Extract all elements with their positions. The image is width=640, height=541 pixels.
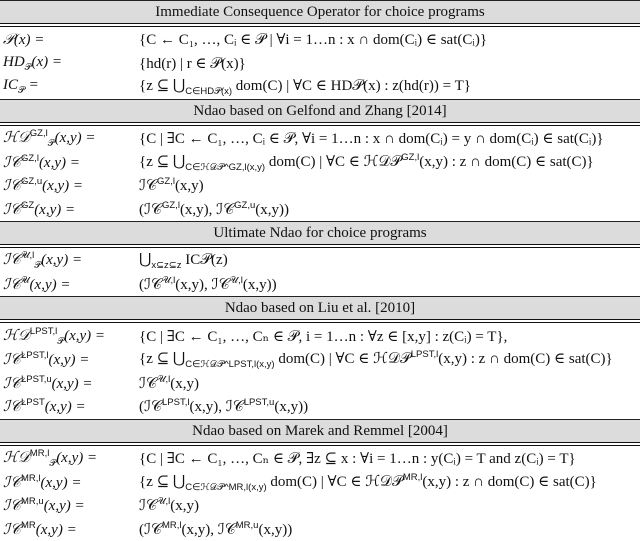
definition-row bbox=[0, 127, 640, 151]
definition-row bbox=[0, 447, 640, 471]
definition-rhs: {C | ∃C ← C₁, …, Cₙ ∈ 𝒫, i = 1…n : ∀z ∈ [x,y] : z(Cᵢ) = T}, bbox=[139, 327, 640, 346]
definition-row bbox=[0, 249, 640, 273]
operator-subscript: 𝒫 bbox=[25, 62, 32, 73]
operator-arguments: (x,y) = bbox=[36, 522, 77, 538]
definition-rhs: {hd(r) | r ∈ 𝒫(x)} bbox=[139, 54, 640, 73]
definition-lhs bbox=[0, 128, 139, 149]
operator-arguments: (x,y) = bbox=[48, 352, 89, 368]
operator-superscript: MR,l bbox=[21, 473, 41, 484]
section-header: Ultimate Ndao for choice programs bbox=[0, 221, 640, 244]
operator-arguments: (x,y) = bbox=[34, 202, 75, 218]
operator-arguments: (x,y) = bbox=[39, 155, 80, 171]
definition-lhs bbox=[0, 448, 139, 469]
operator-symbol: HD bbox=[3, 54, 25, 70]
definition-lhs bbox=[0, 473, 139, 492]
definition-row bbox=[0, 324, 640, 348]
operator-arguments: (x,y) = bbox=[64, 328, 105, 344]
definition-row bbox=[0, 348, 640, 372]
definition-lhs bbox=[0, 275, 139, 294]
definition-rhs: (ℐ𝒞$^{𝒰,l}$(x,y), ℐ𝒞$^{𝒰,l}$(x,y)) bbox=[139, 275, 640, 294]
operator-superscript: LPST,l bbox=[30, 326, 57, 337]
definition-row bbox=[0, 198, 640, 222]
operator-superscript: GZ,u bbox=[21, 176, 42, 187]
definition-rhs: (ℐ𝒞$^{MR,l}$(x,y), ℐ𝒞$^{MR,u}$(x,y)) bbox=[139, 520, 640, 539]
operator-superscript: GZ,l bbox=[30, 128, 48, 139]
definition-row bbox=[0, 174, 640, 198]
definition-lhs bbox=[0, 153, 139, 172]
double-rule bbox=[0, 122, 640, 126]
definition-lhs bbox=[0, 176, 139, 195]
definition-lhs bbox=[0, 350, 139, 369]
operator-subscript: 𝒫 bbox=[49, 458, 56, 469]
operator-arguments: (x) = bbox=[32, 54, 63, 70]
definition-lhs bbox=[0, 374, 139, 393]
operator-arguments: = bbox=[25, 77, 39, 93]
section-header: Ndao based on Gelfond and Zhang [2014] bbox=[0, 99, 640, 122]
operator-symbol: ℐ𝒞 bbox=[3, 252, 21, 268]
operator-subscript: 𝒫 bbox=[48, 138, 55, 149]
definition-rhs: (ℐ𝒞$^{LPST,l}$(x,y), ℐ𝒞$^{LPST,u}$(x,y)) bbox=[139, 397, 640, 416]
definition-row bbox=[0, 150, 640, 174]
definition-rhs: {z ⊆ $⋃_{C\in HD𝒫(x)}$ dom(C) | ∀C ∈ HD𝒫(x) : z(hd(r)) = T} bbox=[139, 76, 640, 97]
definition-row bbox=[0, 52, 640, 76]
double-rule bbox=[0, 442, 640, 446]
double-rule bbox=[0, 319, 640, 323]
definition-row bbox=[0, 372, 640, 396]
operator-superscript: MR bbox=[21, 520, 36, 531]
operator-symbol: ℐ𝒞 bbox=[3, 475, 21, 491]
operator-arguments: (x,y) = bbox=[41, 252, 82, 268]
operator-symbol: IC bbox=[3, 77, 18, 93]
operator-arguments: (x,y) = bbox=[52, 376, 93, 392]
operator-arguments: (x,y) = bbox=[55, 130, 96, 146]
definition-lhs bbox=[0, 54, 139, 73]
operator-symbol: ℐ𝒞 bbox=[3, 498, 21, 514]
operator-symbol: ℐ𝒞 bbox=[3, 178, 21, 194]
operator-arguments: (x,y) = bbox=[45, 399, 86, 415]
section-header: Ndao based on Liu et al. [2010] bbox=[0, 296, 640, 319]
definition-row bbox=[0, 28, 640, 52]
operator-superscript: 𝒰 bbox=[21, 275, 30, 286]
definition-row bbox=[0, 395, 640, 419]
operator-symbol: ℋ𝒟 bbox=[3, 328, 30, 344]
operator-symbol: ℋ𝒟 bbox=[3, 130, 30, 146]
operator-symbol: ℐ𝒞 bbox=[3, 352, 21, 368]
definition-lhs bbox=[0, 496, 139, 515]
operator-arguments: (x,y) = bbox=[41, 475, 82, 491]
operator-arguments: (x,y) = bbox=[56, 450, 97, 466]
definition-rhs: {z ⊆ $⋃_{C\in ℋ𝒟𝒫\^{}MR,l(x,y)}$ dom(C) | ∀C ∈ ℋ𝒟𝒫$^{MR,l}$(x,y) : z ∩ dom(C) ∈ sat(C)} bbox=[139, 472, 640, 493]
operator-symbol: 𝒫 bbox=[3, 32, 14, 48]
definition-lhs bbox=[0, 250, 139, 271]
section-header: Immediate Consequence Operator for choice programs bbox=[0, 0, 640, 23]
definition-rhs: (ℐ𝒞$^{GZ,l}$(x,y), ℐ𝒞$^{GZ,u}$(x,y)) bbox=[139, 200, 640, 219]
operator-symbol: ℋ𝒟 bbox=[3, 450, 30, 466]
definition-lhs bbox=[0, 77, 139, 96]
definition-row bbox=[0, 470, 640, 494]
operator-superscript: LPST,l bbox=[21, 350, 48, 361]
definition-rhs: {z ⊆ $⋃_{C\in ℋ𝒟𝒫\^{}GZ,l(x,y)}$ dom(C) | ∀C ∈ ℋ𝒟𝒫$^{GZ,l}$(x,y) : z ∩ dom(C) ∈ sat(C)} bbox=[139, 152, 640, 173]
definition-lhs bbox=[0, 200, 139, 219]
operator-superscript: 𝒰,l bbox=[21, 250, 34, 261]
operator-subscript: 𝒫 bbox=[34, 260, 41, 271]
operator-arguments: (x,y) = bbox=[44, 498, 85, 514]
operator-superscript: GZ bbox=[21, 200, 34, 211]
operator-symbol: ℐ𝒞 bbox=[3, 277, 21, 293]
operator-arguments: (x) = bbox=[14, 32, 45, 48]
operator-symbol: ℐ𝒞 bbox=[3, 376, 21, 392]
operator-symbol: ℐ𝒞 bbox=[3, 202, 21, 218]
operator-superscript: LPST bbox=[21, 397, 45, 408]
definition-row bbox=[0, 494, 640, 518]
definition-rhs: ℐ𝒞$^{𝒰,l}$(x,y) bbox=[139, 374, 640, 393]
operator-superscript: MR,l bbox=[30, 448, 50, 459]
operator-symbol: ℐ𝒞 bbox=[3, 399, 21, 415]
definition-rhs: {z ⊆ $⋃_{C\in ℋ𝒟𝒫\^{}LPST,l(x,y)}$ dom(C) | ∀C ∈ ℋ𝒟𝒫$^{LPST,l}$(x,y) : z ∩ dom(C) ∈ sat(C)} bbox=[139, 349, 640, 370]
definition-rhs: $⋃_{x⊆z⊆z}$ IC𝒫(z) bbox=[139, 250, 640, 271]
operator-superscript: LPST,u bbox=[21, 374, 52, 385]
operator-symbol: ℐ𝒞 bbox=[3, 155, 21, 171]
definition-row bbox=[0, 273, 640, 297]
operator-arguments: (x,y) = bbox=[42, 178, 83, 194]
definition-rhs: ℐ𝒞$^{GZ,l}$(x,y) bbox=[139, 176, 640, 195]
definition-lhs bbox=[0, 326, 139, 347]
double-rule bbox=[0, 244, 640, 248]
double-rule bbox=[0, 23, 640, 27]
section-header: Ndao based on Marek and Remmel [2004] bbox=[0, 419, 640, 442]
definition-rhs: ℐ𝒞$^{𝒰,l}$(x,y) bbox=[139, 496, 640, 515]
operator-symbol: ℐ𝒞 bbox=[3, 522, 21, 538]
operator-subscript: 𝒫 bbox=[57, 336, 64, 347]
definition-row bbox=[0, 75, 640, 99]
definition-lhs bbox=[0, 397, 139, 416]
definition-row bbox=[0, 518, 640, 541]
definition-rhs: {C | ∃C ← C₁, …, Cₙ ∈ 𝒫, ∃z ⊆ x : ∀i = 1…n : y(Cᵢ) = T and z(Cᵢ) = T} bbox=[139, 449, 640, 468]
definition-rhs: {C | ∃C ← C₁, …, Cᵢ ∈ 𝒫, ∀i = 1…n : x ∩ dom(Cᵢ) = y ∩ dom(Cᵢ) ∈ sat(Cᵢ)} bbox=[139, 129, 640, 148]
operator-superscript: MR,u bbox=[21, 496, 44, 507]
definition-rhs: {C ← C₁, …, Cᵢ ∈ 𝒫 | ∀i = 1…n : x ∩ dom(Cᵢ) ∈ sat(Cᵢ)} bbox=[139, 30, 640, 49]
operator-subscript: 𝒫 bbox=[18, 85, 25, 96]
definition-lhs bbox=[0, 31, 139, 49]
operator-superscript: GZ,l bbox=[21, 153, 39, 164]
operator-arguments: (x,y) = bbox=[30, 277, 71, 293]
